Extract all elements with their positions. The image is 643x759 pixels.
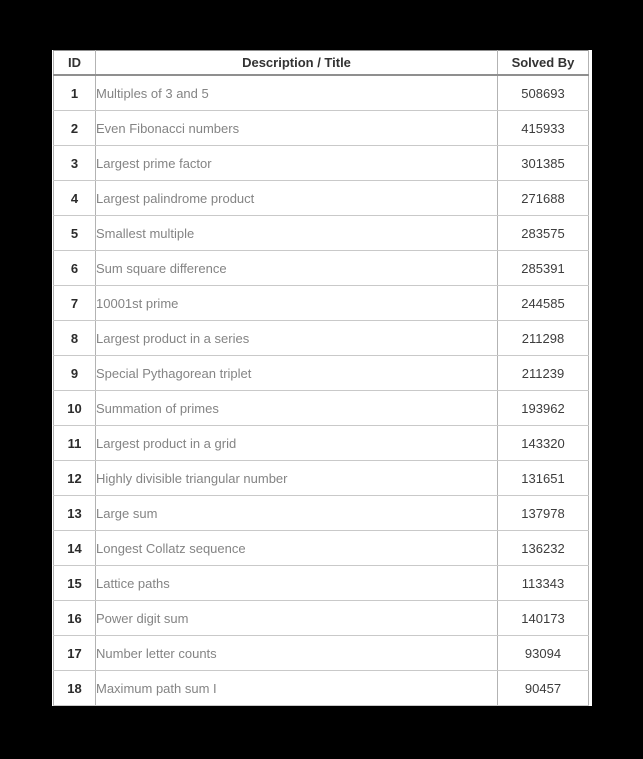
- problem-row[interactable]: [54, 356, 589, 391]
- problem-id-cell: 11: [54, 426, 96, 461]
- problem-id-cell: 12: [54, 461, 96, 496]
- problem-title-cell[interactable]: Even Fibonacci numbers: [96, 111, 498, 146]
- solved-by-cell: 301385: [498, 146, 589, 181]
- problem-row[interactable]: [54, 426, 589, 461]
- header-row: [54, 51, 589, 76]
- problem-row[interactable]: [54, 636, 589, 671]
- problem-title-cell[interactable]: Largest palindrome product: [96, 181, 498, 216]
- problem-row[interactable]: [54, 601, 589, 636]
- solved-by-cell: 143320: [498, 426, 589, 461]
- column-header-id: ID: [54, 51, 96, 76]
- problem-title-cell[interactable]: Largest product in a series: [96, 321, 498, 356]
- solved-by-cell: 271688: [498, 181, 589, 216]
- problem-title-cell[interactable]: Summation of primes: [96, 391, 498, 426]
- problem-row[interactable]: [54, 111, 589, 146]
- solved-by-cell: 285391: [498, 251, 589, 286]
- solved-by-cell: 140173: [498, 601, 589, 636]
- problem-title-cell[interactable]: Multiples of 3 and 5: [96, 75, 498, 111]
- problem-title-cell[interactable]: Large sum: [96, 496, 498, 531]
- problem-row[interactable]: [54, 75, 589, 111]
- problem-title-cell[interactable]: Power digit sum: [96, 601, 498, 636]
- problem-title-cell[interactable]: Highly divisible triangular number: [96, 461, 498, 496]
- problem-title-cell[interactable]: Smallest multiple: [96, 216, 498, 251]
- problem-title-cell[interactable]: 10001st prime: [96, 286, 498, 321]
- solved-by-cell: 137978: [498, 496, 589, 531]
- problems-table-body: [54, 75, 589, 706]
- problem-title-cell[interactable]: Lattice paths: [96, 566, 498, 601]
- problem-id-cell: 17: [54, 636, 96, 671]
- problem-row[interactable]: [54, 531, 589, 566]
- problem-row[interactable]: [54, 496, 589, 531]
- problem-row[interactable]: [54, 566, 589, 601]
- problem-id-cell: 6: [54, 251, 96, 286]
- problem-row[interactable]: [54, 461, 589, 496]
- column-header-solved: Solved By: [498, 51, 589, 76]
- solved-by-cell: 131651: [498, 461, 589, 496]
- problem-id-cell: 8: [54, 321, 96, 356]
- problem-title-cell[interactable]: Number letter counts: [96, 636, 498, 671]
- problem-id-cell: 5: [54, 216, 96, 251]
- solved-by-cell: 211298: [498, 321, 589, 356]
- solved-by-cell: 211239: [498, 356, 589, 391]
- solved-by-cell: 90457: [498, 671, 589, 706]
- solved-by-cell: 193962: [498, 391, 589, 426]
- problem-id-cell: 18: [54, 671, 96, 706]
- solved-by-cell: 415933: [498, 111, 589, 146]
- problem-title-cell[interactable]: Maximum path sum I: [96, 671, 498, 706]
- problem-id-cell: 13: [54, 496, 96, 531]
- problem-id-cell: 1: [54, 75, 96, 111]
- problem-id-cell: 9: [54, 356, 96, 391]
- problem-title-cell[interactable]: Longest Collatz sequence: [96, 531, 498, 566]
- problem-title-cell[interactable]: Sum square difference: [96, 251, 498, 286]
- solved-by-cell: 136232: [498, 531, 589, 566]
- problem-row[interactable]: [54, 671, 589, 706]
- solved-by-cell: 113343: [498, 566, 589, 601]
- solved-by-cell: 244585: [498, 286, 589, 321]
- problem-row[interactable]: [54, 251, 589, 286]
- problem-title-cell[interactable]: Largest prime factor: [96, 146, 498, 181]
- problem-id-cell: 16: [54, 601, 96, 636]
- solved-by-cell: 508693: [498, 75, 589, 111]
- problem-row[interactable]: [54, 181, 589, 216]
- problem-id-cell: 3: [54, 146, 96, 181]
- problem-id-cell: 7: [54, 286, 96, 321]
- problem-row[interactable]: [54, 286, 589, 321]
- problem-id-cell: 10: [54, 391, 96, 426]
- problem-id-cell: 14: [54, 531, 96, 566]
- problem-id-cell: 15: [54, 566, 96, 601]
- problem-row[interactable]: [54, 321, 589, 356]
- problem-id-cell: 2: [54, 111, 96, 146]
- problem-title-cell[interactable]: Largest product in a grid: [96, 426, 498, 461]
- solved-by-cell: 283575: [498, 216, 589, 251]
- problem-row[interactable]: [54, 391, 589, 426]
- problems-page: [52, 50, 592, 706]
- problem-row[interactable]: [54, 216, 589, 251]
- problem-row[interactable]: [54, 146, 589, 181]
- problem-title-cell[interactable]: Special Pythagorean triplet: [96, 356, 498, 391]
- problems-table: [53, 50, 589, 706]
- column-header-title: Description / Title: [96, 51, 498, 76]
- solved-by-cell: 93094: [498, 636, 589, 671]
- problem-id-cell: 4: [54, 181, 96, 216]
